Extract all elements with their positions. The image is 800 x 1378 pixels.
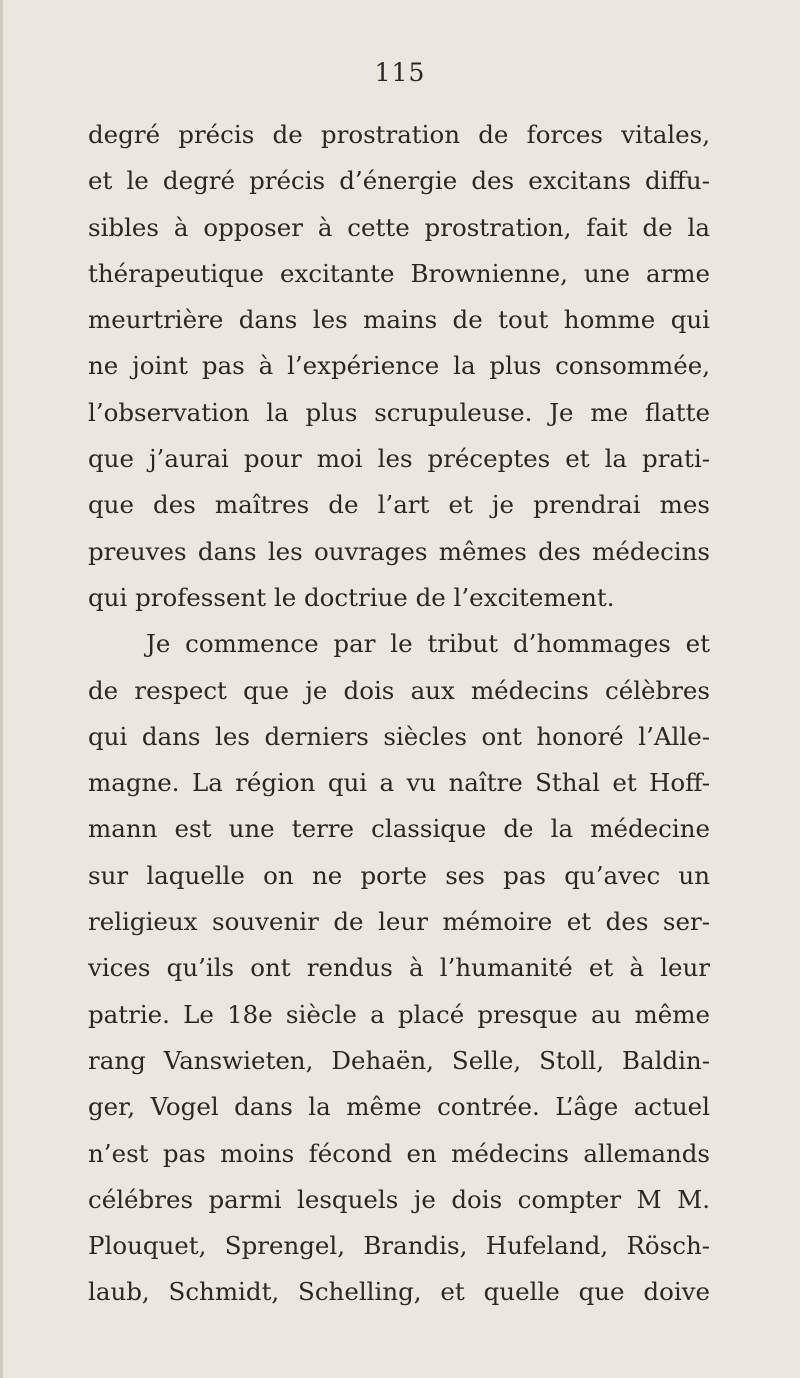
- text-line: que j’aurai pour moi les préceptes et la prati-: [88, 444, 710, 474]
- paragraph-end-line: qui professent le doctriue de l’excitement.: [88, 582, 615, 612]
- text-line: religieux souvenir de leur mémoire et des ser-: [88, 907, 710, 937]
- page-number: 115: [374, 58, 426, 87]
- paragraph-start-line: Je commence par le tribut d’hommages et: [146, 629, 710, 659]
- text-line: qui dans les derniers siècles ont honoré l’Alle-: [88, 721, 710, 751]
- text-line: ne joint pas à l’expérience la plus consommée,: [88, 351, 710, 381]
- text-line: et le degré précis d’énergie des excitans diffu-: [88, 166, 710, 196]
- text-line: vices qu’ils ont rendus à l’humanité et à leur: [88, 953, 710, 983]
- text-line: sibles à opposer à cette prostration, fait de la: [88, 212, 710, 242]
- text-line: célébres parmi lesquels je dois compter M M.: [88, 1184, 710, 1214]
- text-line: meurtrière dans les mains de tout homme qui: [88, 305, 710, 335]
- body-text: [88, 112, 710, 1316]
- text-line: rang Vanswieten, Dehaën, Selle, Stoll, Baldin-: [88, 1045, 710, 1075]
- text-line: degré précis de prostration de forces vitales,: [88, 120, 710, 149]
- text-line: ger, Vogel dans la même contrée. L’âge actuel: [88, 1092, 710, 1122]
- text-line: sur laquelle on ne porte ses pas qu’avec un: [88, 860, 710, 890]
- text-line: thérapeutique excitante Brownienne, une arme: [88, 258, 710, 288]
- text-line: mann est une terre classique de la médecine: [88, 814, 710, 844]
- text-line: de respect que je dois aux médecins célèbres: [88, 675, 710, 705]
- text-line: magne. La région qui a vu naître Sthal et Hoff-: [88, 768, 710, 798]
- text-line: n’est pas moins fécond en médecins allemands: [88, 1138, 710, 1168]
- text-line: l’observation la plus scrupuleuse. Je me flatte: [88, 397, 710, 427]
- page-edge: [0, 0, 3, 1378]
- text-line: Plouquet, Sprengel, Brandis, Hufeland, Rösch-: [88, 1231, 710, 1261]
- text-line: que des maîtres de l’art et je prendrai mes: [88, 490, 710, 520]
- text-line: preuves dans les ouvrages mêmes des médecins: [88, 536, 710, 566]
- text-line: patrie. Le 18e siècle a placé presque au même: [88, 999, 710, 1029]
- text-line: laub, Schmidt, Schelling, et quelle que doive: [88, 1277, 710, 1307]
